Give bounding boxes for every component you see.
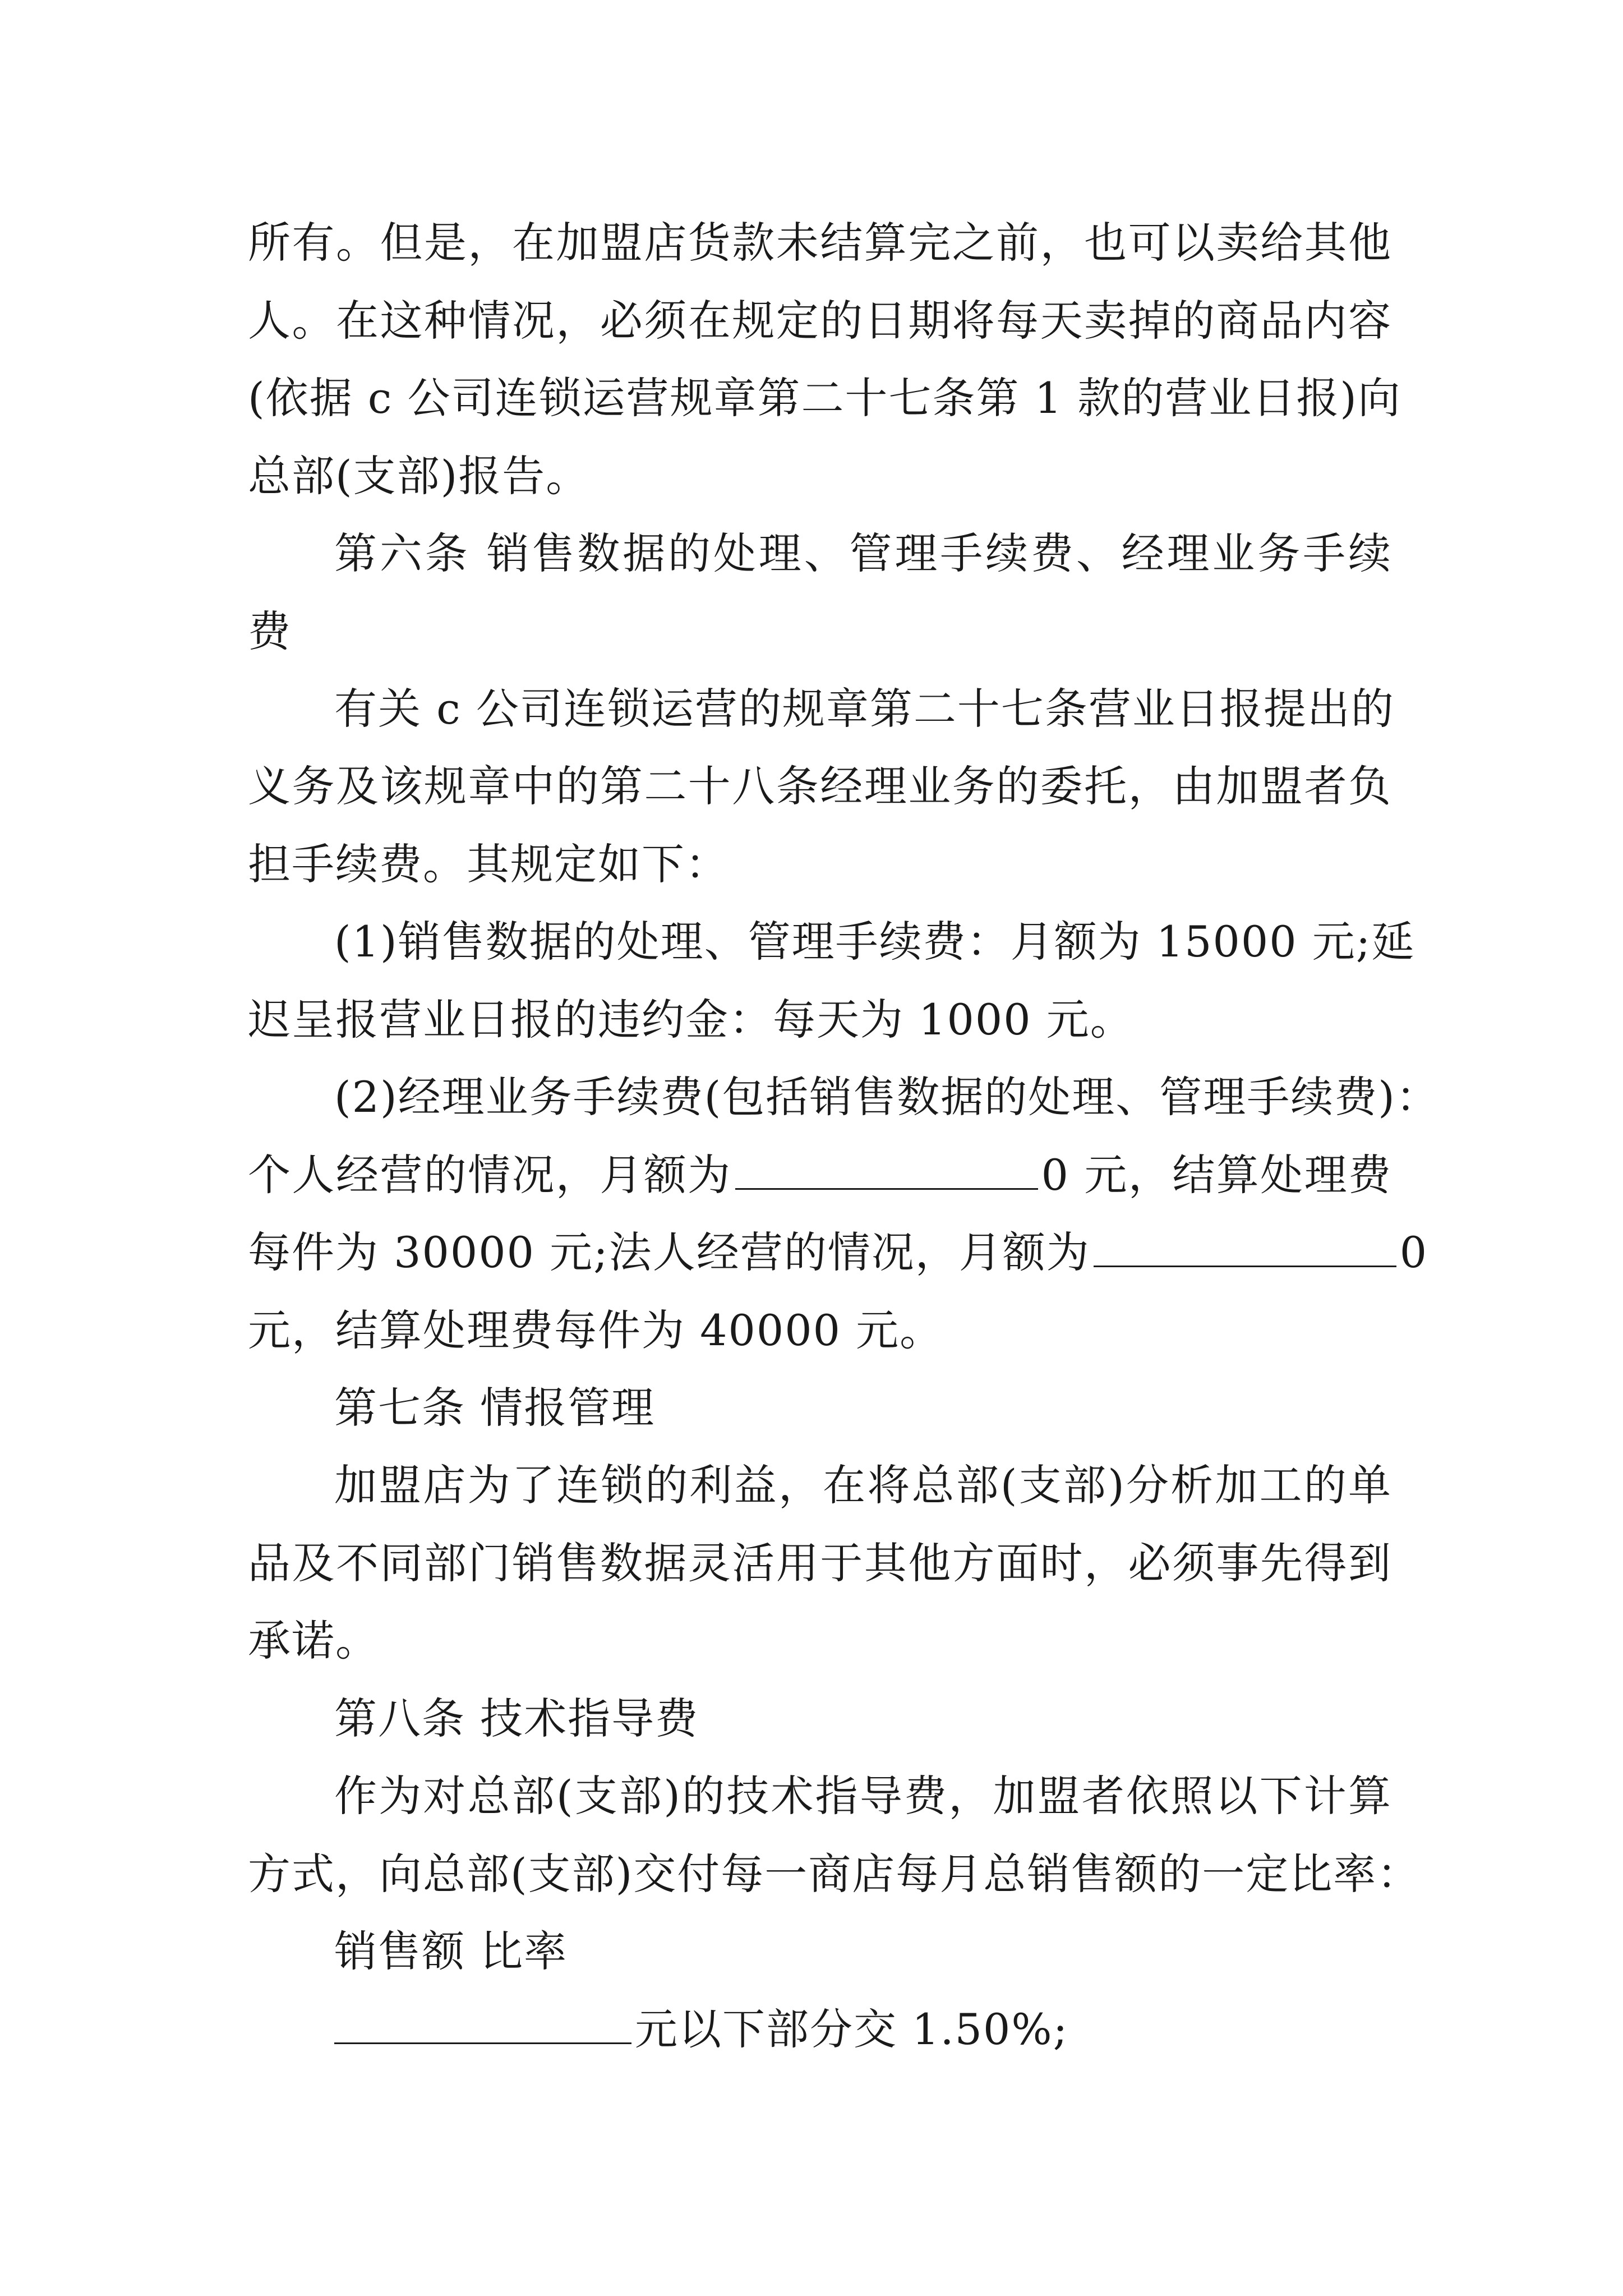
article-heading: 第六条 销售数据的处理、管理手续费、经理业务手续 — [334, 528, 1392, 578]
list-item — [248, 1225, 1428, 1281]
text-segment: 0 元，结算处理费 — [1041, 1150, 1393, 1200]
text-line: (依据 c 公司连锁运营规章第二十七条第 1 款的营业日报)向 — [248, 373, 1401, 423]
article-heading: 费 — [248, 606, 292, 656]
text-line: 总部(支部)报告。 — [248, 451, 590, 501]
text-line: 品及不同部门销售数据灵活用于其他方面时，必须事先得到 — [248, 1538, 1392, 1588]
fill-in-blank — [1094, 1226, 1396, 1267]
table-header: 销售额 比率 — [334, 1926, 568, 1976]
text-line: 担手续费。其规定如下： — [248, 839, 729, 889]
list-item: (1)销售数据的处理、管理手续费：月额为 15000 元;延 — [334, 917, 1415, 967]
fill-in-blank — [334, 2003, 631, 2044]
text-line: 所有。但是，在加盟店货款未结算完之前，也可以卖给其他 — [248, 218, 1392, 268]
fill-in-blank — [735, 1149, 1038, 1190]
list-item: (2)经理业务手续费(包括销售数据的处理、管理手续费)： — [334, 1072, 1440, 1122]
text-segment: 每件为 30000 元;法人经营的情况，月额为 — [248, 1227, 1090, 1277]
text-segment: 元以下部分交 1.50%; — [635, 2004, 1069, 2054]
text-line: 作为对总部(支部)的技术指导费，加盟者依照以下计算 — [334, 1771, 1392, 1821]
table-row — [334, 2001, 1392, 2058]
list-item — [248, 1147, 1392, 1203]
text-line: 义务及该规章中的第二十八条经理业务的委托，由加盟者负 — [248, 761, 1392, 811]
text-line: 加盟店为了连锁的利益，在将总部(支部)分析加工的单 — [334, 1460, 1392, 1510]
list-item: 元，结算处理费每件为 40000 元。 — [248, 1305, 944, 1355]
text-line: 承诺。 — [248, 1616, 379, 1665]
text-line: 有关 c 公司连锁运营的规章第二十七条营业日报提出的 — [334, 684, 1395, 734]
list-item: 迟呈报营业日报的违约金：每天为 1000 元。 — [248, 995, 1134, 1045]
article-heading: 第八条 技术指导费 — [334, 1694, 699, 1743]
article-heading: 第七条 情报管理 — [334, 1383, 656, 1433]
text-segment: 0 — [1399, 1227, 1428, 1277]
text-line: 方式，向总部(支部)交付每一商店每月总销售额的一定比率： — [248, 1849, 1421, 1899]
text-segment: 个人经营的情况，月额为 — [248, 1150, 732, 1200]
text-line: 人。在这种情况，必须在规定的日期将每天卖掉的商品内容 — [248, 296, 1392, 346]
